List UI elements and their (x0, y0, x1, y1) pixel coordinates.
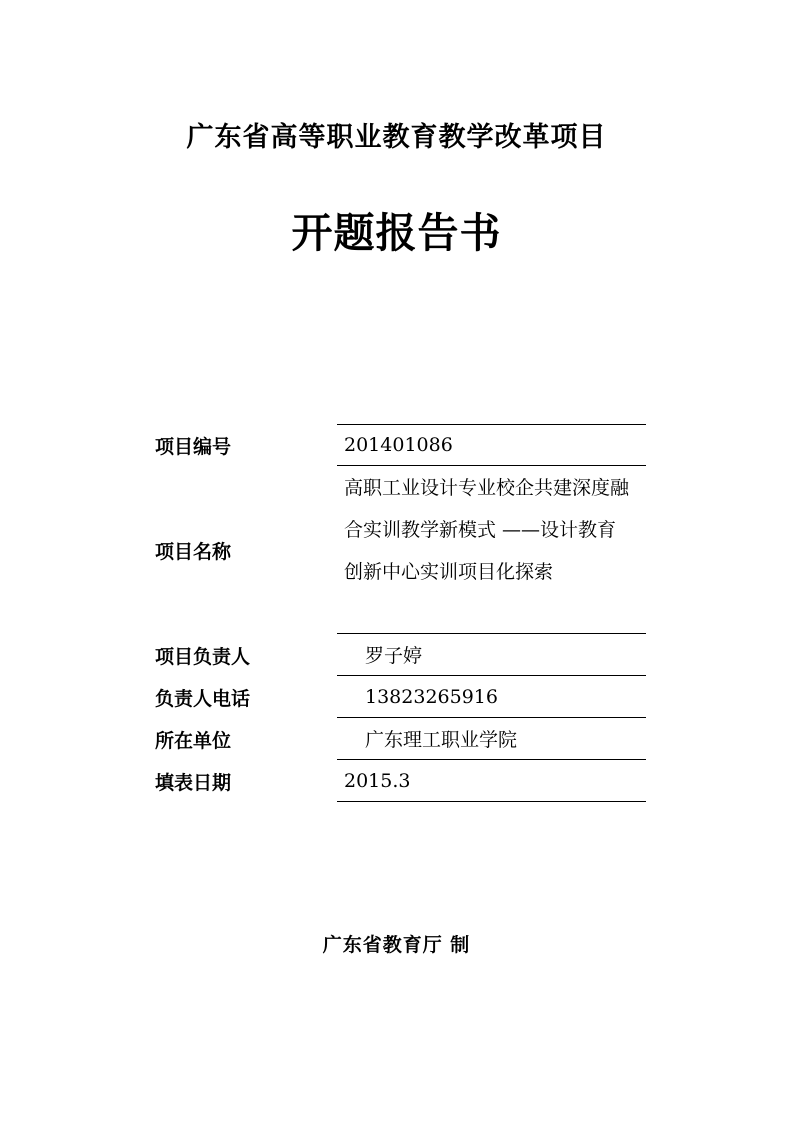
project-leader-label: 项目负责人 (155, 645, 251, 668)
project-name-text: 高职工业设计专业校企共建深度融合实训教学新模式 ——设计教育创新中心实训项目化探索 (344, 477, 630, 583)
project-number-text: 201401086 (344, 433, 453, 456)
institution-text: 广东理工职业学院 (365, 729, 518, 751)
leader-phone-text: 13823265916 (365, 685, 498, 708)
institution-label: 所在单位 (155, 729, 232, 752)
document-subtitle: 广东省高等职业教育教学改革项目 (186, 122, 607, 153)
institution-value (337, 718, 646, 760)
project-leader-text: 罗子婷 (365, 645, 423, 667)
row-fill-date (0, 760, 793, 802)
project-number-label: 项目编号 (155, 435, 232, 458)
issuer-line: 广东省教育厅 制 (322, 934, 471, 956)
leader-phone-label: 负责人电话 (155, 687, 251, 710)
leader-phone-value (337, 676, 646, 718)
row-project-leader (0, 634, 793, 676)
fill-date-value (337, 760, 646, 802)
project-name-label: 项目名称 (155, 540, 232, 563)
row-leader-phone (0, 676, 793, 718)
project-name-value (337, 466, 646, 634)
row-project-number (0, 424, 793, 466)
fill-date-label: 填表日期 (155, 771, 232, 794)
project-number-value (337, 424, 646, 466)
fill-date-text: 2015.3 (344, 769, 411, 792)
row-project-name (0, 466, 793, 634)
document-title: 开题报告书 (291, 209, 502, 257)
row-institution (0, 718, 793, 760)
project-leader-value (337, 634, 646, 676)
